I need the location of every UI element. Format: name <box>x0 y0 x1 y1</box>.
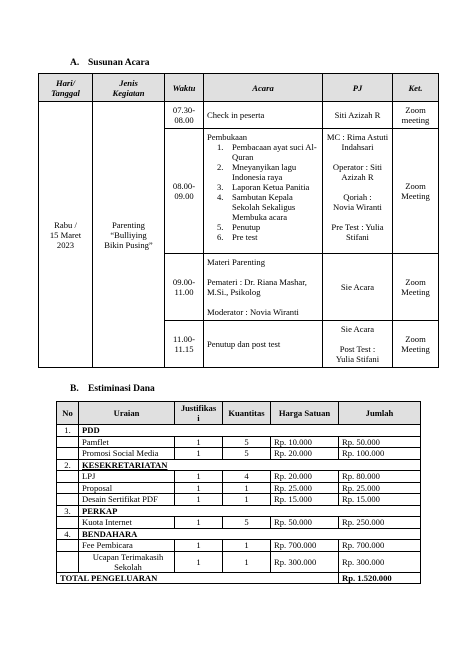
budget-item-uraian: LPJ <box>79 471 175 483</box>
budget-group-row <box>57 505 421 517</box>
budget-item-no <box>57 448 79 460</box>
budget-group-name: KESEKRETARIATAN <box>79 459 421 471</box>
budget-item-jumlah: Rp. 50.000 <box>339 436 421 448</box>
budget-item-jumlah: Rp. 300.000 <box>339 551 421 572</box>
schedule-row <box>39 102 439 129</box>
budget-item-uraian: Promosi Social Media <box>79 448 175 460</box>
schedule-header-1: Jenis Kegiatan <box>93 74 165 102</box>
budget-group-number: 2. <box>57 459 79 471</box>
budget-item-jumlah: Rp. 700.000 <box>339 540 421 552</box>
budget-item-kuantitas: 5 <box>223 448 271 460</box>
ket-cell: Zoom Meeting <box>393 254 439 321</box>
budget-item-no <box>57 471 79 483</box>
pj-line: Yulia Stifani <box>335 354 380 364</box>
pj-line: Novia Wiranti <box>333 202 382 212</box>
event-item-number: 5. <box>217 222 224 232</box>
pj-line: Sie Acara <box>340 324 375 334</box>
budget-total-row <box>57 572 421 584</box>
budget-group-number: 3. <box>57 505 79 517</box>
schedule-header-4: PJ <box>323 74 393 102</box>
event-list-item <box>207 222 322 232</box>
pj-line: Post Test : <box>339 344 376 354</box>
schedule-table <box>38 73 439 368</box>
budget-item-kuantitas: 1 <box>223 494 271 506</box>
schedule-header-0: Hari/ Tanggal <box>39 74 93 102</box>
budget-item-justifikasi: 1 <box>175 494 223 506</box>
budget-item-row <box>57 494 421 506</box>
section-b-label: Estiminasi Dana <box>88 384 155 394</box>
section-a-letter: A. <box>70 58 80 68</box>
budget-item-justifikasi: 1 <box>175 436 223 448</box>
time-cell: 11.00- 11.15 <box>165 321 204 368</box>
section-a-label: Susunan Acara <box>88 58 150 68</box>
event-cell: Penutup dan post test <box>204 321 323 368</box>
budget-item-harga: Rp. 10.000 <box>271 436 339 448</box>
budget-item-justifikasi: 1 <box>175 471 223 483</box>
event-item-text: Penutup <box>232 222 261 232</box>
pj-line: MC : Rima Astuti Indahsari <box>326 132 389 152</box>
budget-item-kuantitas: 1 <box>223 551 271 572</box>
budget-item-justifikasi: 1 <box>175 482 223 494</box>
event-cell: Check in peserta <box>204 102 323 129</box>
budget-item-kuantitas: 1 <box>223 540 271 552</box>
event-list-item <box>207 162 322 182</box>
event-cell <box>204 254 323 321</box>
event-cell <box>204 129 323 254</box>
budget-item-uraian: Pamflet <box>79 436 175 448</box>
budget-item-no <box>57 494 79 506</box>
total-value: Rp. 1.520.000 <box>339 572 421 584</box>
budget-item-no <box>57 482 79 494</box>
pj-line: Operator : Siti Azizah R <box>332 162 383 182</box>
pj-gap <box>323 152 392 162</box>
budget-item-row <box>57 540 421 552</box>
budget-item-kuantitas: 4 <box>223 471 271 483</box>
schedule-body <box>39 102 439 368</box>
event-item-number: 1. <box>217 142 224 152</box>
budget-item-uraian: Fee Pembicara <box>79 540 175 552</box>
budget-header-3: Kuantitas <box>223 402 271 425</box>
ket-cell: Zoom meeting <box>393 102 439 129</box>
section-b-title <box>70 384 155 394</box>
pj-line: Qoriah : <box>343 192 372 202</box>
budget-item-justifikasi: 1 <box>175 517 223 529</box>
budget-item-uraian: Kuota Internet <box>79 517 175 529</box>
budget-item-harga: Rp. 15.000 <box>271 494 339 506</box>
time-cell: 07.30- 08.00 <box>165 102 204 129</box>
pj-cell <box>323 129 393 254</box>
pj-cell <box>323 321 393 368</box>
pj-line: Siti Azizah R <box>334 110 381 120</box>
budget-table <box>56 401 421 584</box>
event-list-item <box>207 182 322 192</box>
budget-group-row <box>57 459 421 471</box>
schedule-header-3: Acara <box>204 74 323 102</box>
budget-item-harga: Rp. 20.000 <box>271 471 339 483</box>
budget-item-kuantitas: 5 <box>223 436 271 448</box>
budget-group-name: PERKAP <box>79 505 421 517</box>
event-list <box>207 142 322 242</box>
event-item-text: Sambutan Kepala Sekolah Sekaligus Membuka acara <box>232 192 296 222</box>
budget-group-number: 4. <box>57 528 79 540</box>
pj-gap <box>323 334 392 344</box>
budget-item-justifikasi: 1 <box>175 448 223 460</box>
time-cell: 08.00- 09.00 <box>165 129 204 254</box>
budget-group-name: PDD <box>79 425 421 437</box>
budget-item-justifikasi: 1 <box>175 540 223 552</box>
budget-group-row <box>57 528 421 540</box>
budget-item-row <box>57 482 421 494</box>
budget-item-no <box>57 540 79 552</box>
budget-item-no <box>57 436 79 448</box>
budget-item-kuantitas: 1 <box>223 482 271 494</box>
budget-item-uraian: Proposal <box>79 482 175 494</box>
budget-body <box>57 425 421 584</box>
event-line: Pemateri : Dr. Riana Mashar, M.Si., Psikolog <box>207 277 307 297</box>
budget-item-harga: Rp. 25.000 <box>271 482 339 494</box>
event-list-item <box>207 232 322 242</box>
budget-item-jumlah: Rp. 15.000 <box>339 494 421 506</box>
budget-header-2: Justifikas i <box>175 402 223 425</box>
budget-item-no <box>57 517 79 529</box>
budget-group-number: 1. <box>57 425 79 437</box>
budget-header-1: Uraian <box>79 402 175 425</box>
event-item-text: Mneyanyikan lagu Indonesia raya <box>232 162 297 182</box>
total-label: TOTAL PENGELUARAN <box>57 572 339 584</box>
ket-cell: Zoom Meeting <box>393 321 439 368</box>
budget-item-justifikasi: 1 <box>175 551 223 572</box>
ket-cell: Zoom Meeting <box>393 129 439 254</box>
event-line: Materi Parenting <box>207 257 265 267</box>
pj-line: Pre Test : Yulia Stifani <box>331 222 384 242</box>
budget-item-row <box>57 471 421 483</box>
schedule-header-row <box>39 74 439 102</box>
budget-item-harga: Rp. 50.000 <box>271 517 339 529</box>
schedule-header-2: Waktu <box>165 74 204 102</box>
activity-cell: Parenting “Bulliying Bikin Pusing” <box>93 102 165 368</box>
budget-item-jumlah: Rp. 80.000 <box>339 471 421 483</box>
budget-group-name: BENDAHARA <box>79 528 421 540</box>
event-title: Pembukaan <box>207 132 248 142</box>
section-a-title <box>70 58 150 68</box>
budget-item-harga: Rp. 20.000 <box>271 448 339 460</box>
schedule-header-5: Ket. <box>393 74 439 102</box>
budget-item-no <box>57 551 79 572</box>
budget-group-row <box>57 425 421 437</box>
event-gap <box>207 297 322 307</box>
event-item-text: Pembacaan ayat suci Al-Quran <box>232 142 317 162</box>
budget-item-jumlah: Rp. 250.000 <box>339 517 421 529</box>
event-gap <box>207 267 322 277</box>
event-list-item <box>207 192 322 222</box>
budget-item-row <box>57 436 421 448</box>
budget-item-uraian: Ucapan Terimakasih Sekolah <box>79 551 175 572</box>
event-item-number: 4. <box>217 192 224 202</box>
event-item-number: 2. <box>217 162 224 172</box>
budget-header-0: No <box>57 402 79 425</box>
pj-gap <box>323 182 392 192</box>
event-item-number: 3. <box>217 182 224 192</box>
budget-item-row <box>57 517 421 529</box>
budget-item-jumlah: Rp. 25.000 <box>339 482 421 494</box>
budget-header-row <box>57 402 421 425</box>
budget-item-uraian: Desain Sertifikat PDF <box>79 494 175 506</box>
budget-item-row <box>57 551 421 572</box>
event-list-item <box>207 142 322 162</box>
event-line: Moderator : Novia Wiranti <box>207 307 299 317</box>
budget-item-kuantitas: 5 <box>223 517 271 529</box>
event-item-text: Pre test <box>232 232 258 242</box>
budget-item-jumlah: Rp. 100.000 <box>339 448 421 460</box>
day-cell: Rabu / 15 Maret 2023 <box>39 102 93 368</box>
pj-cell <box>323 254 393 321</box>
event-item-number: 6. <box>217 232 224 242</box>
time-cell: 09.00- 11.00 <box>165 254 204 321</box>
budget-item-harga: Rp. 700.000 <box>271 540 339 552</box>
budget-header-4: Harga Satuan <box>271 402 339 425</box>
event-item-text: Laporan Ketua Panitia <box>232 182 310 192</box>
pj-line: Sie Acara <box>340 282 375 292</box>
pj-gap <box>323 212 392 222</box>
pj-cell <box>323 102 393 129</box>
budget-item-harga: Rp. 300.000 <box>271 551 339 572</box>
budget-header-5: Jumlah <box>339 402 421 425</box>
section-b-letter: B. <box>70 384 79 394</box>
budget-item-row <box>57 448 421 460</box>
